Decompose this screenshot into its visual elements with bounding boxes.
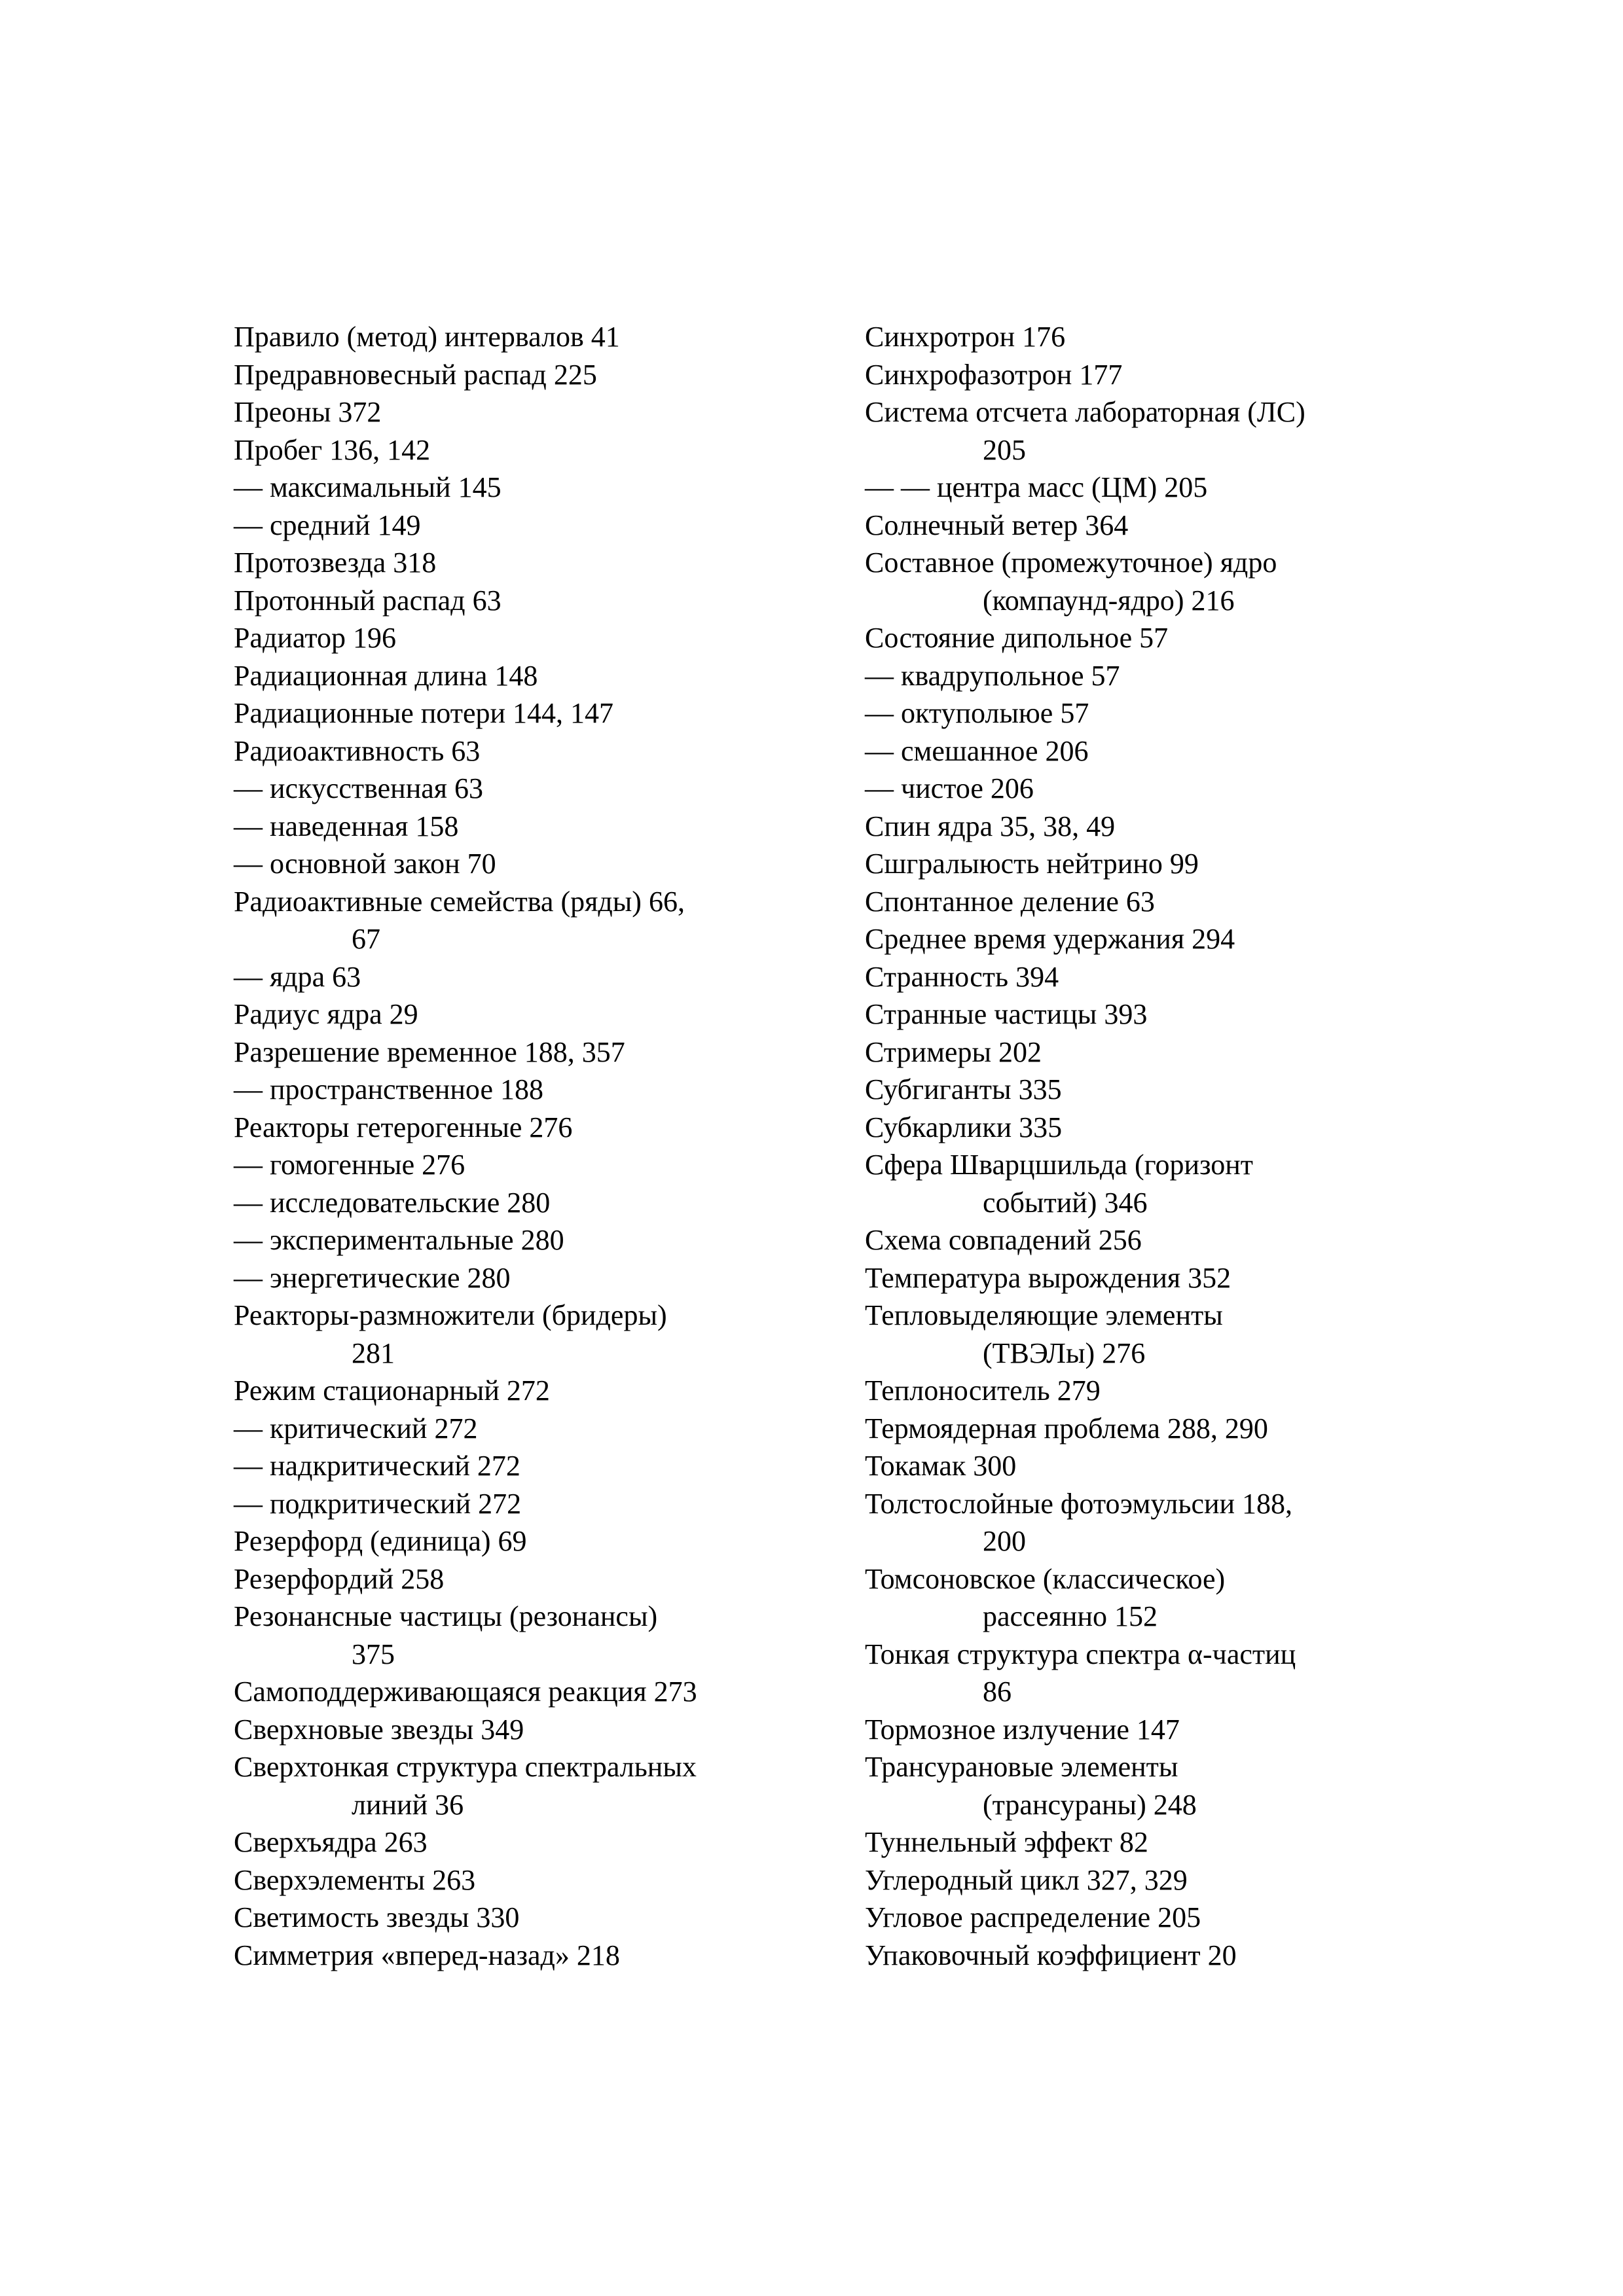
index-entry <box>234 808 823 846</box>
index-entry <box>234 469 823 507</box>
index-entry-text: Странность 394 <box>865 960 1059 993</box>
index-entry <box>234 1372 823 1410</box>
index-entry-text: Тормозное излучение 147 <box>865 1713 1180 1746</box>
index-entry <box>865 1899 1454 1937</box>
index-entry <box>234 694 823 732</box>
index-entry-text: — пространственное 188 <box>234 1073 543 1105</box>
index-entry-text: Сверхэлементы 263 <box>234 1863 476 1896</box>
index-entry <box>234 1823 823 1861</box>
index-entry-text: Спин ядра 35, 38, 49 <box>865 810 1116 842</box>
index-entry <box>234 845 823 883</box>
index-entry-continuation: 86 <box>983 1676 1012 1708</box>
index-entry-text: — чистое 206 <box>865 772 1034 804</box>
index-entry <box>234 318 823 356</box>
index-entry <box>865 318 1454 356</box>
index-entry-text: Синхрофазотрон 177 <box>865 358 1123 391</box>
index-entry-text: — средний 149 <box>234 509 421 541</box>
index-entry-text: Сверхновые звезды 349 <box>234 1713 524 1746</box>
index-entry <box>234 1146 823 1184</box>
index-entry <box>865 1297 1454 1372</box>
index-entry <box>234 1109 823 1147</box>
index-entry <box>865 694 1454 732</box>
index-entry-continuation: 205 <box>983 433 1026 466</box>
index-entry <box>234 770 823 808</box>
index-entry-text: Сверхтонкая структура спектральных <box>234 1751 697 1783</box>
index-entry <box>865 1861 1454 1899</box>
index-entry <box>234 1899 823 1937</box>
index-entry <box>865 1636 1454 1711</box>
index-entry-text: — — центра масс (ЦМ) 205 <box>865 471 1208 503</box>
index-entry-text: Туннельный эффект 82 <box>865 1826 1148 1858</box>
index-entry <box>865 1937 1454 1975</box>
index-entry-text: Составное (промежуточное) ядро <box>865 547 1277 579</box>
index-entry <box>234 1221 823 1259</box>
index-entry <box>234 356 823 394</box>
index-entry <box>865 1560 1454 1636</box>
index-entry-text: Режим стационарный 272 <box>234 1374 550 1407</box>
index-entry-text: Симметрия «вперед-назад» 218 <box>234 1939 620 1971</box>
index-entry <box>865 1485 1454 1560</box>
index-entry <box>234 1861 823 1899</box>
index-entry <box>865 1071 1454 1109</box>
index-entry-text: Токамак 300 <box>865 1450 1017 1482</box>
index-entry-text: Радиоактивность 63 <box>234 734 481 767</box>
index-entry-continuation: (трансураны) 248 <box>983 1788 1197 1821</box>
index-entry-text: Упаковочный коэффициент 20 <box>865 1939 1237 1971</box>
index-entry-text: — смешанное 206 <box>865 734 1089 767</box>
index-entry <box>234 1447 823 1485</box>
index-entry-text: — искусственная 63 <box>234 772 484 804</box>
index-entry-text: Спонтанное деление 63 <box>865 885 1155 918</box>
index-entry-text: Протонный распад 63 <box>234 584 501 617</box>
index-entry <box>865 1823 1454 1861</box>
index-entry-continuation: 67 <box>352 923 380 955</box>
index-entry-text: — энергетические 280 <box>234 1261 511 1294</box>
index-entry <box>234 431 823 469</box>
index-entry-text: Резерфордий 258 <box>234 1562 445 1595</box>
index-entry <box>234 582 823 620</box>
index-entry-text: Протозвезда 318 <box>234 547 437 579</box>
index-entry <box>234 958 823 996</box>
index-entry-text: Пробег 136, 142 <box>234 433 431 466</box>
index-entry-continuation: (компаунд-ядро) 216 <box>983 584 1235 617</box>
index-entry <box>865 507 1454 545</box>
index-entry-text: — критический 272 <box>234 1412 478 1444</box>
index-entry <box>865 845 1454 883</box>
index-entry-text: Светимость звезды 330 <box>234 1901 520 1933</box>
index-entry-text: Трансурановые элементы <box>865 1751 1178 1783</box>
index-entry-text: Правило (метод) интервалов 41 <box>234 321 620 353</box>
index-entry <box>865 544 1454 619</box>
index-entry-text: — надкритический 272 <box>234 1450 520 1482</box>
index-entry <box>865 1447 1454 1485</box>
index-entry-continuation: 375 <box>352 1638 395 1670</box>
index-entry <box>234 1184 823 1222</box>
index-entry <box>234 1033 823 1071</box>
index-entry-text: — максимальный 145 <box>234 471 501 503</box>
index-entry-text: Самоподдерживающаяся реакция 273 <box>234 1676 697 1708</box>
index-entry-text: — основной закон 70 <box>234 848 496 880</box>
index-entry <box>234 1259 823 1297</box>
index-entry-text: Сфера Шварцшильда (горизонт <box>865 1149 1253 1181</box>
index-entry-text: Радиационные потери 144, 147 <box>234 697 614 729</box>
index-entry <box>865 469 1454 507</box>
index-entry-text: Солнечный ветер 364 <box>865 509 1129 541</box>
index-entry <box>234 996 823 1033</box>
index-entry <box>234 732 823 770</box>
index-entry <box>865 1372 1454 1410</box>
index-entry-text: Термоядерная проблема 288, 290 <box>865 1412 1268 1444</box>
index-entry <box>865 393 1454 469</box>
index-entry-text: Температура вырождения 352 <box>865 1261 1231 1294</box>
index-entry-text: — квадрупольное 57 <box>865 659 1120 692</box>
index-entry <box>234 1673 823 1711</box>
index-entry <box>865 883 1454 921</box>
index-entry-text: Преоны 372 <box>234 396 382 428</box>
index-entry-text: Теплоноситель 279 <box>865 1374 1101 1407</box>
index-entry <box>865 1410 1454 1448</box>
index-entry <box>234 1071 823 1109</box>
index-entry <box>865 1259 1454 1297</box>
index-entry <box>234 1748 823 1823</box>
index-entry-text: Среднее время удержания 294 <box>865 923 1235 955</box>
index-entry-text: Разрешение временное 188, 357 <box>234 1035 625 1068</box>
index-entry-text: Субгиганты 335 <box>865 1073 1062 1105</box>
index-entry-text: Стримеры 202 <box>865 1035 1042 1068</box>
index-entry-text: Радиационная длина 148 <box>234 659 538 692</box>
index-entry-text: Радиус ядра 29 <box>234 998 418 1030</box>
index-entry <box>865 920 1454 958</box>
index-entry-text: Резонансные частицы (резонансы) <box>234 1600 658 1632</box>
index-entry <box>234 1522 823 1560</box>
index-entry-text: — подкритический 272 <box>234 1487 522 1520</box>
index-entry-continuation: (ТВЭЛы) 276 <box>983 1336 1146 1369</box>
index-entry-text: Реакторы-размножители (бридеры) <box>234 1299 667 1331</box>
index-entry <box>865 770 1454 808</box>
index-entry-text: Предравновесный распад 225 <box>234 358 597 391</box>
index-entry-continuation: 200 <box>983 1525 1026 1557</box>
index-entry-text: Система отсчета лабораторная (ЛС) <box>865 396 1305 428</box>
index-entry-text: Состояние дипольное 57 <box>865 622 1169 654</box>
index-entry-text: Схема совпадений 256 <box>865 1224 1142 1256</box>
index-entry <box>234 1485 823 1523</box>
index-entry-continuation: событий) 346 <box>983 1186 1148 1219</box>
index-entry-continuation: линий 36 <box>352 1788 464 1821</box>
index-entry-text: — экспериментальные 280 <box>234 1224 564 1256</box>
index-entry-text: Реакторы гетерогенные 276 <box>234 1111 573 1143</box>
index-entry-text: — гомогенные 276 <box>234 1149 465 1181</box>
index-entry <box>234 1711 823 1749</box>
index-entry-text: Угловое распределение 205 <box>865 1901 1201 1933</box>
index-entry <box>234 619 823 657</box>
index-entry-text: — исследовательские 280 <box>234 1186 551 1219</box>
index-entry-text: Синхротрон 176 <box>865 321 1066 353</box>
index-entry <box>865 958 1454 996</box>
index-entry <box>234 393 823 431</box>
index-entry <box>865 657 1454 695</box>
index-entry-text: Радиоактивные семейства (ряды) 66, <box>234 885 685 918</box>
index-entry-text: Тонкая структура спектра α-частиц <box>865 1638 1296 1670</box>
index-entry-text: Тепловыделяющие элементы <box>865 1299 1223 1331</box>
index-entry-text: Углеродный цикл 327, 329 <box>865 1863 1188 1896</box>
index-column-right <box>865 318 1454 1974</box>
index-entry <box>865 356 1454 394</box>
index-entry <box>234 544 823 582</box>
index-entry <box>865 808 1454 846</box>
index-column-left <box>234 318 823 1974</box>
index-entry-text: Резерфорд (единица) 69 <box>234 1525 527 1557</box>
index-entry-text: Радиатор 196 <box>234 622 396 654</box>
index-entry <box>234 1560 823 1598</box>
index-entry <box>234 1598 823 1673</box>
index-entry <box>865 619 1454 657</box>
index-entry-text: Сверхъядра 263 <box>234 1826 428 1858</box>
index-entry-continuation: рассеянно 152 <box>983 1600 1158 1632</box>
index-entry <box>865 1748 1454 1823</box>
index-entry-text: Сшгралыюсть нейтрино 99 <box>865 848 1199 880</box>
index-entry-text: Толстослойные фотоэмульсии 188, <box>865 1487 1293 1520</box>
index-entry-text: Странные частицы 393 <box>865 998 1148 1030</box>
index-entry <box>234 1297 823 1372</box>
index-entry <box>865 996 1454 1033</box>
index-entry <box>234 657 823 695</box>
index-entry-text: — ядра 63 <box>234 960 361 993</box>
index-entry-text: Томсоновское (классическое) <box>865 1562 1226 1595</box>
index-entry <box>234 1937 823 1975</box>
index-entry-text: Субкарлики 335 <box>865 1111 1063 1143</box>
index-entry <box>865 1711 1454 1749</box>
index-entry <box>865 1109 1454 1147</box>
index-entry-continuation: 281 <box>352 1336 395 1369</box>
index-entry <box>865 1033 1454 1071</box>
index-entry <box>865 732 1454 770</box>
index-entry <box>865 1146 1454 1221</box>
index-entry <box>234 1410 823 1448</box>
index-entry <box>234 883 823 958</box>
index-entry <box>865 1221 1454 1259</box>
index-entry-text: — октуполыюе 57 <box>865 697 1089 729</box>
index-entry-text: — наведенная 158 <box>234 810 459 842</box>
index-entry <box>234 507 823 545</box>
